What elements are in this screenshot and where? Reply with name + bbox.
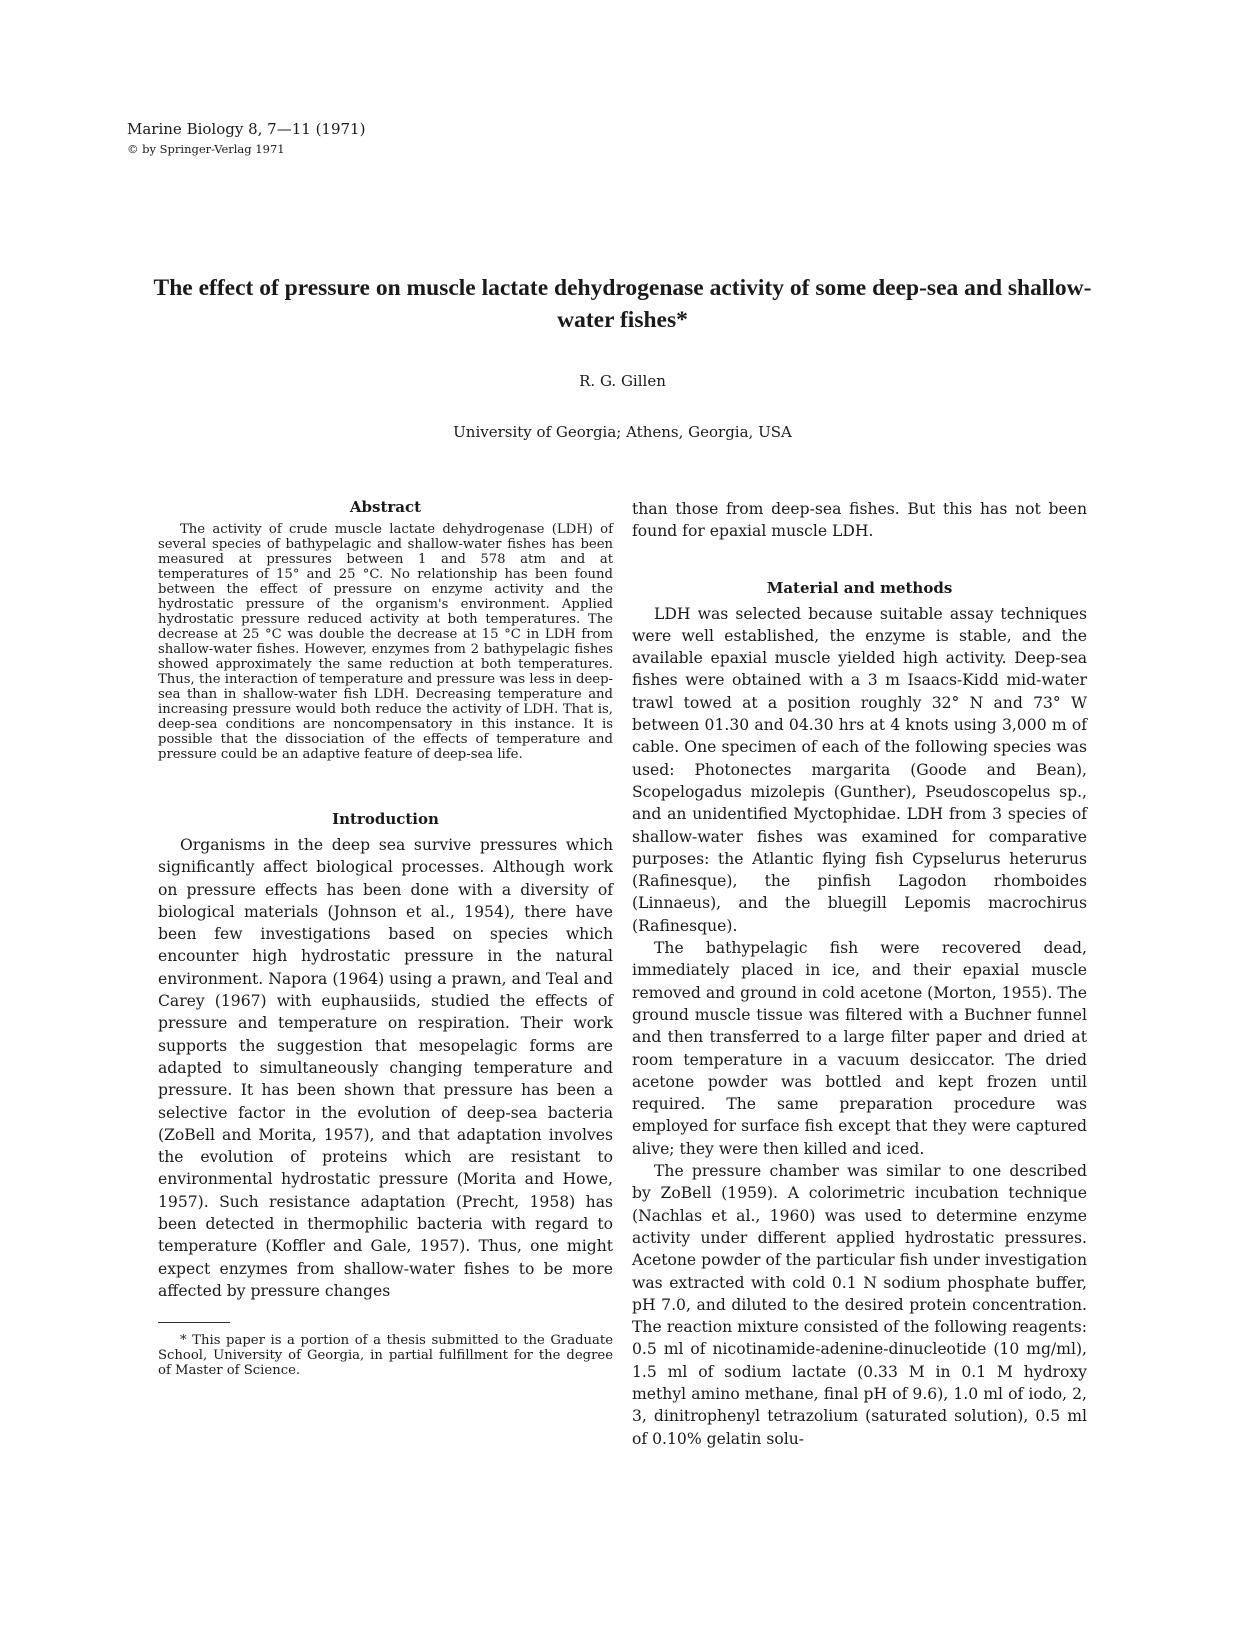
methods-paragraph-1: LDH was selected because suitable assay techniques were well established, the enzyme is stable, and the available epaxial muscle yielded high activity. Deep-sea fishes were obtained with a 3 m Isaacs-Kidd mid-water trawl towed at a position roughly 32° N and 73° W between 01.30 and 04.30 hrs at 4 knots using 3,000 m of cable. One specimen of each of the following species was used: Photonectes margarita (Goode and Bean), Scopelogadus mizolepis (Gunther), Pseudoscopelus sp., and an unidentified Myctophidae. LDH from 3 species of shallow-water fishes was examined for comparative purposes: the Atlantic flying fish Cypselurus heterurus (Rafinesque), the pinfish Lagodon rhomboides (Linnaeus), and the bluegill Lepomis macrochirus (Rafinesque). — [632, 604, 1087, 935]
author-affiliation: University of Georgia; Athens, Georgia, USA — [453, 423, 792, 441]
introduction-continuation: than those from deep-sea fishes. But this has not been found for epaxial muscle LDH. — [632, 500, 1087, 541]
copyright-line: © by Springer-Verlag 1971 — [127, 142, 285, 156]
right-column — [632, 498, 1087, 1450]
footnote-text: * This paper is a portion of a thesis submitted to the Graduate School, University of Georgia, in partial fulfillment for the degree of Master of Science. — [158, 1333, 613, 1379]
footnote-rule — [158, 1322, 230, 1323]
introduction-text: Organisms in the deep sea survive pressures which significantly affect biological processes. Although work on pressure effects has been done with a diversity of biological materials (Johnson et al., 1954), there have been few investigations based on species which encounter high hydrostatic pressure in the natural environment. Napora (1964) using a prawn, and Teal and Carey (1967) with euphausiids, studied the effects of pressure and temperature on respiration. Their work supports the suggestion that mesopelagic forms are adapted to simultaneously changing temperature and pressure. It has been shown that pressure has been a selective factor in the evolution of deep-sea bacteria (ZoBell and Morita, 1957), and that adaptation involves the evolution of proteins which are resistant to environmental hydrostatic pressure (Morita and Howe, 1957). Such resistance adaptation (Precht, 1958) has been detected in thermophilic bacteria with regard to temperature (Koffler and Gale, 1957). Thus, one might expect enzymes from shallow-water fishes to be more affected by pressure changes — [158, 836, 613, 1300]
methods-paragraph-3: The pressure chamber was similar to one described by ZoBell (1959). A colorimetric incubation technique (Nachlas et al., 1960) was used to determine enzyme activity under different applied hydrostatic pressures. Acetone powder of the particular fish under investigation was extracted with cold 0.1 N sodium phosphate buffer, pH 7.0, and diluted to the desired protein concentration. The reaction mixture consisted of the following reagents: 0.5 ml of nicotinamide-adenine-dinucleotide (10 mg/ml), 1.5 ml of sodium lactate (0.33 M in 0.1 M hydroxy methyl amino methane, final pH of 9.6), 1.0 ml of iodo, 2, 3, dinitrophenyl tetrazolium (saturated solution), 0.5 ml of 0.10% gelatin solu- — [632, 1162, 1087, 1448]
methods-paragraph-2: The bathypelagic fish were recovered dead, immediately placed in ice, and their epaxial muscle removed and ground in cold acetone (Morton, 1955). The ground muscle tissue was filtered with a Buchner funnel and then transferred to a large filter paper and dried at room temperature in a vacuum desiccator. The dried acetone powder was bottled and kept frozen until required. The same preparation procedure was employed for surface fish except that they were captured alive; they were then killed and iced. — [632, 939, 1087, 1158]
journal-citation: Marine Biology 8, 7—11 (1971) — [127, 120, 366, 138]
left-column — [158, 498, 613, 1378]
abstract-heading: Abstract — [349, 498, 422, 516]
introduction-heading: Introduction — [332, 810, 439, 828]
methods-heading: Material and methods — [766, 578, 953, 597]
abstract-text: The activity of crude muscle lactate dehydrogenase (LDH) of several species of bathypelagic and shallow-water fishes has been measured at pressures between 1 and 578 atm and at temperatures of 15° and 25 °C. No relationship has been found between the effect of pressure on enzyme activity and the hydrostatic pressure of the organism's environment. Applied hydrostatic pressure reduced activity at both temperatures. The decrease at 25 °C was double the decrease at 15 °C in LDH from shallow-water fishes. However, enzymes from 2 bathypelagic fishes showed approximately the same reduction at both temperatures. Thus, the interaction of temperature and pressure was less in deep-sea than in shallow-water fish LDH. Decreasing temperature and increasing pressure would both reduce the activity of LDH. That is, deep-sea conditions are noncompensatory in this instance. It is possible that the dissociation of the effects of temperature and pressure could be an adaptive feature of deep-sea life. — [158, 522, 613, 762]
author-name: R. G. Gillen — [579, 372, 666, 390]
journal-header — [127, 118, 365, 158]
paper-title: The effect of pressure on muscle lactate dehydrogenase activity of some deep-sea and shallow-water fishes* — [153, 275, 1092, 333]
